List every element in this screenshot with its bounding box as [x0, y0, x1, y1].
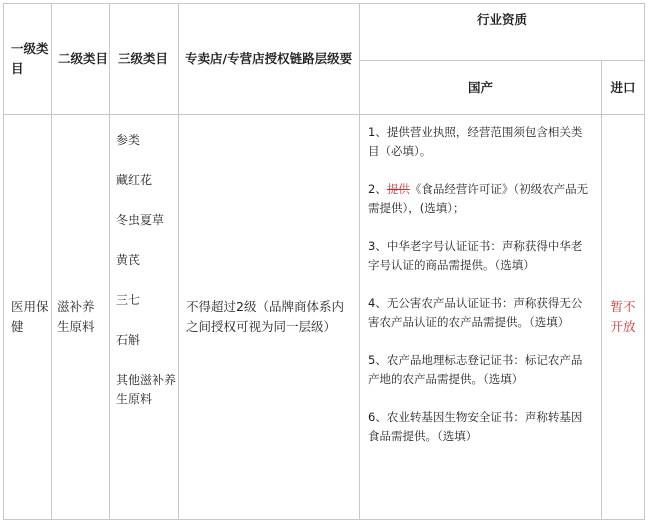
level3-item-cordyceps: 冬虫夏草: [116, 213, 165, 227]
qualification-table: [3, 3, 645, 520]
requirement-2-prefix: 2、: [368, 182, 387, 196]
level3-category-list: [110, 115, 179, 520]
requirement-6: 6、农业转基因生物安全证书：声称转基因食品需提供。（选填）: [368, 410, 583, 443]
requirement-2-struck: 提供: [386, 182, 410, 196]
domestic-requirements: [360, 115, 602, 520]
requirement-2-rest: 《食品经营许可证》（初级农产品无需提供），(选填）；: [368, 182, 589, 215]
requirement-5: 5、农产品地理标志登记证书：标记农产品产地的农产品需提供。（选填）: [368, 353, 583, 386]
level3-item-ginseng: 参类: [116, 133, 141, 147]
header-row-1: [4, 4, 645, 61]
header-auth-chain: 专卖店/专营店授权链路层级要: [179, 4, 360, 115]
requirement-1: 1、提供营业执照，经营范围须包含相关类目（必填）。: [368, 125, 583, 158]
header-level1: 一级类目: [4, 4, 52, 115]
header-level2: 二级类目: [52, 4, 110, 115]
requirement-4: 4、无公害农产品认证证书：声称获得无公害农产品认证的农产品需提供。（选填）: [368, 296, 583, 329]
requirement-2: [368, 180, 593, 218]
level2-category: 滋补养生原料: [52, 115, 110, 520]
table-row: [4, 115, 645, 520]
level3-item-notoginseng: 三七: [116, 293, 141, 307]
level3-item-other: 其他滋补养生原料: [116, 373, 177, 406]
auth-chain-requirement: 不得超过2级（品牌商体系内之间授权可视为同一层级）: [179, 115, 360, 520]
level3-item-dendrobium: 石斛: [116, 333, 141, 347]
header-domestic: 国产: [360, 61, 602, 115]
level3-item-saffron: 藏红花: [116, 173, 153, 187]
level1-category: 医用保健: [4, 115, 52, 520]
header-import: 进口: [602, 61, 645, 115]
header-industry-qualification: 行业资质: [360, 4, 645, 61]
level3-item-astragalus: 黄芪: [116, 253, 141, 267]
header-level3: 三级类目: [110, 4, 179, 115]
import-status: 暂不开放: [602, 115, 645, 520]
requirement-3: 3、中华老字号认证证书：声称获得中华老字号认证的商品需提供。（选填）: [368, 239, 583, 272]
